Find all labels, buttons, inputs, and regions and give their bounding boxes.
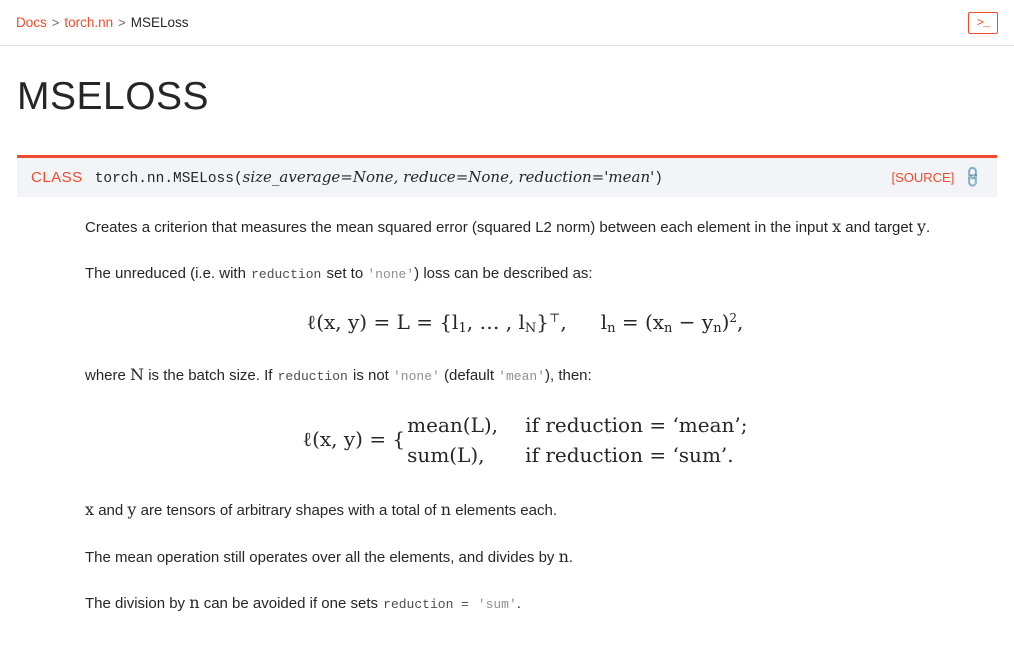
eq1-close-brace: } (536, 309, 550, 334)
text-fragment: is not (348, 367, 393, 385)
signature-open-paren: ( (233, 170, 243, 187)
eq1-sub-1: 1 (458, 320, 467, 336)
link-icon[interactable]: 🔗 (961, 164, 987, 191)
eq1-lhs: ℓ(x, y) = L = {l (306, 309, 459, 334)
signature-definition (95, 168, 663, 187)
page-title: MSELOSS (17, 75, 210, 118)
code-mean-literal: 'mean' (498, 369, 545, 385)
signature-actions (891, 164, 987, 191)
eq1-rhs-close: ) (721, 309, 730, 334)
paragraph-division (85, 591, 965, 616)
breadcrumb-separator: > (51, 15, 60, 30)
code-reduction: reduction (277, 369, 348, 385)
text-fragment: The mean operation still operates over all the elements, and divides by (85, 548, 559, 566)
eq2-case-sum-cond: if reduction = ‘sum’. (525, 442, 734, 467)
breadcrumb-current-mseloss: MSELoss (130, 15, 189, 30)
console-icon[interactable]: >_ (968, 12, 998, 34)
text-fragment: are tensors of arbitrary shapes with a total of (136, 501, 441, 519)
eq2-case-mean (407, 410, 747, 440)
text-fragment: and (94, 501, 128, 519)
eq2-case-sum-value: sum(L), (407, 442, 485, 467)
text-fragment: elements each. (451, 501, 557, 519)
text-fragment: The unreduced (i.e. with (85, 264, 251, 282)
signature-close-paren: ) (654, 170, 663, 187)
code-sum-literal: 'sum' (477, 597, 517, 613)
text-fragment: and target (841, 218, 917, 236)
math-var-x: x (85, 499, 95, 519)
eq1-mid: , … , l (466, 309, 525, 334)
text-fragment: is the batch size. If (144, 367, 277, 385)
eq2-case-mean-cond: if reduction = ‘mean’; (525, 412, 748, 437)
eq1-rhs-comma: , (737, 309, 744, 334)
text-fragment: Creates a criterion that measures the mean squared error (squared L2 norm) between each element in the input (85, 218, 833, 236)
breadcrumb-link-torch-nn[interactable]: torch.nn (64, 15, 114, 30)
math-var-y: y (917, 216, 927, 236)
source-link[interactable]: [SOURCE] (891, 169, 955, 185)
eq1-rhs-square: 2 (729, 310, 738, 325)
eq1-rhs-eq: = (x (615, 309, 665, 334)
eq1-transpose: ⊤ (549, 310, 561, 325)
signature-params: size_average=None, reduce=None, reduction='mean' (242, 167, 655, 186)
paragraph-unreduced (85, 262, 965, 285)
math-var-n: n (189, 593, 200, 613)
equation-reduced-loss (85, 410, 965, 470)
text-fragment: . (568, 548, 574, 566)
math-var-n: n (440, 499, 452, 519)
code-none-literal: 'none' (367, 266, 415, 282)
math-var-N: N (130, 365, 145, 385)
equation-unreduced-loss (85, 307, 965, 339)
eq2-case-mean-value: mean(L), (407, 412, 499, 437)
eq2-cases (407, 410, 747, 470)
eq1-comma: , (560, 309, 567, 334)
code-reduction-assign: reduction = (383, 597, 477, 613)
math-var-y: y (127, 499, 137, 519)
text-fragment: set to (322, 264, 368, 282)
class-signature-block (17, 155, 997, 197)
class-badge: CLASS (31, 168, 83, 186)
eq1-rhs-sub-n: n (607, 320, 616, 336)
eq1-rhs-l: l (600, 309, 608, 334)
text-fragment: The division by (85, 595, 190, 613)
text-fragment: . (926, 218, 931, 236)
eq2-lhs: ℓ(x, y) = { (302, 427, 406, 452)
paragraph-batch-size (85, 363, 965, 388)
text-fragment: . (516, 595, 521, 613)
signature-qualified-name: torch.nn.MSELoss (94, 170, 234, 187)
paragraph-description (85, 215, 965, 240)
eq2-case-sum (407, 440, 747, 470)
breadcrumb (16, 15, 189, 30)
eq1-rhs-sub-n2: n (664, 320, 673, 336)
doc-body (85, 215, 965, 616)
breadcrumb-separator: > (118, 15, 126, 30)
paragraph-mean-operation (85, 545, 965, 570)
breadcrumb-link-docs[interactable]: Docs (16, 15, 47, 30)
text-fragment: (default (439, 367, 499, 385)
paragraph-tensor-shapes (85, 498, 965, 523)
math-var-n: n (558, 546, 569, 566)
code-none-literal: 'none' (393, 369, 440, 385)
eq1-sub-N: N (524, 320, 537, 336)
text-fragment: ) loss can be described as: (414, 264, 593, 282)
code-reduction: reduction (251, 266, 322, 282)
math-var-x: x (832, 216, 842, 236)
eq1-rhs-minus: − y (672, 309, 714, 334)
signature-text (31, 168, 663, 187)
text-fragment: where (85, 367, 131, 385)
eq1-rhs-sub-n3: n (713, 320, 722, 336)
text-fragment: ), then: (545, 367, 592, 385)
text-fragment: can be avoided if one sets (199, 595, 383, 613)
breadcrumb-bar (0, 0, 1014, 46)
